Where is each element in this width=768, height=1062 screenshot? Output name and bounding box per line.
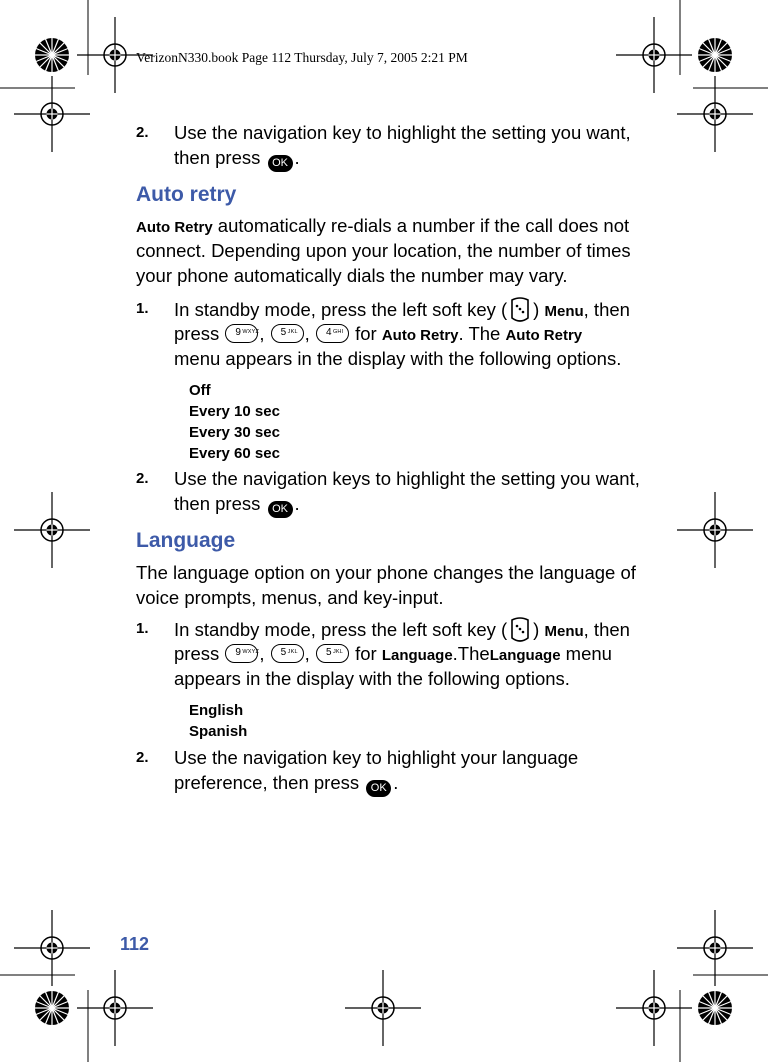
section-heading-language: Language: [136, 529, 236, 552]
key-9-icon: 9 WXYZ: [225, 324, 258, 343]
option-item: Every 10 sec: [189, 403, 280, 420]
step-number: 1.: [136, 620, 149, 637]
left-soft-key-icon: [509, 616, 531, 644]
step-text-continued: menu appears in the display with the following options.: [174, 348, 622, 369]
page-number: 112: [120, 934, 150, 954]
step-number: 2.: [136, 124, 149, 141]
book-header: VerizonN330.book Page 112 Thursday, July 7, 2005 2:21 PM: [136, 50, 468, 65]
left-soft-key-icon: [509, 296, 531, 324]
option-item: Every 60 sec: [189, 445, 280, 462]
step-text-continued: press 9 WXYZ , 5 JKL , 5 JKL for Language.TheLanguage menu: [174, 643, 612, 664]
step-text: Use the navigation key to highlight your language: [174, 747, 579, 768]
paragraph-line: your phone automatically dials the number may vary.: [136, 265, 568, 286]
step-text: In standby mode, press the left soft key ( ) Menu, then: [174, 616, 630, 644]
key-5-icon: 5 JKL: [271, 324, 304, 343]
step-number: 2.: [136, 470, 149, 487]
option-item: Spanish: [189, 723, 248, 740]
step-text-continued: appears in the display with the following options.: [174, 668, 570, 689]
step-text-continued: preference, then press OK .: [174, 770, 398, 797]
option-item: English: [189, 702, 244, 719]
paragraph-line: voice prompts, menus, and key-input.: [136, 587, 444, 608]
paragraph-line: The language option on your phone changes the language of: [136, 562, 636, 583]
key-5-icon: 5 JKL: [316, 644, 349, 663]
step-text-continued: then press OK .: [174, 145, 300, 172]
option-item: Off: [189, 382, 211, 399]
step-text: Use the navigation keys to highlight the setting you want,: [174, 468, 640, 489]
paragraph-line: connect. Depending upon your location, the number of times: [136, 240, 631, 261]
ok-key-icon: OK: [268, 155, 293, 172]
paragraph-line: Auto Retry automatically re-dials a number if the call does not: [136, 215, 630, 236]
step-text: In standby mode, press the left soft key ( ) Menu, then: [174, 296, 630, 324]
step-number: 2.: [136, 749, 149, 766]
ok-key-icon: OK: [366, 780, 391, 797]
section-heading-auto-retry: Auto retry: [136, 183, 237, 206]
step-text-continued: then press OK .: [174, 491, 300, 518]
key-4-icon: 4 GHI: [316, 324, 349, 343]
ok-key-icon: OK: [268, 501, 293, 518]
key-5-icon: 5 JKL: [271, 644, 304, 663]
option-item: Every 30 sec: [189, 424, 280, 441]
key-9-icon: 9 WXYZ: [225, 644, 258, 663]
step-text: Use the navigation key to highlight the setting you want,: [174, 122, 631, 143]
step-number: 1.: [136, 300, 149, 317]
step-text-continued: press 9 WXYZ , 5 JKL , 4 GHI for Auto Retry. The Auto Retry: [174, 323, 583, 344]
